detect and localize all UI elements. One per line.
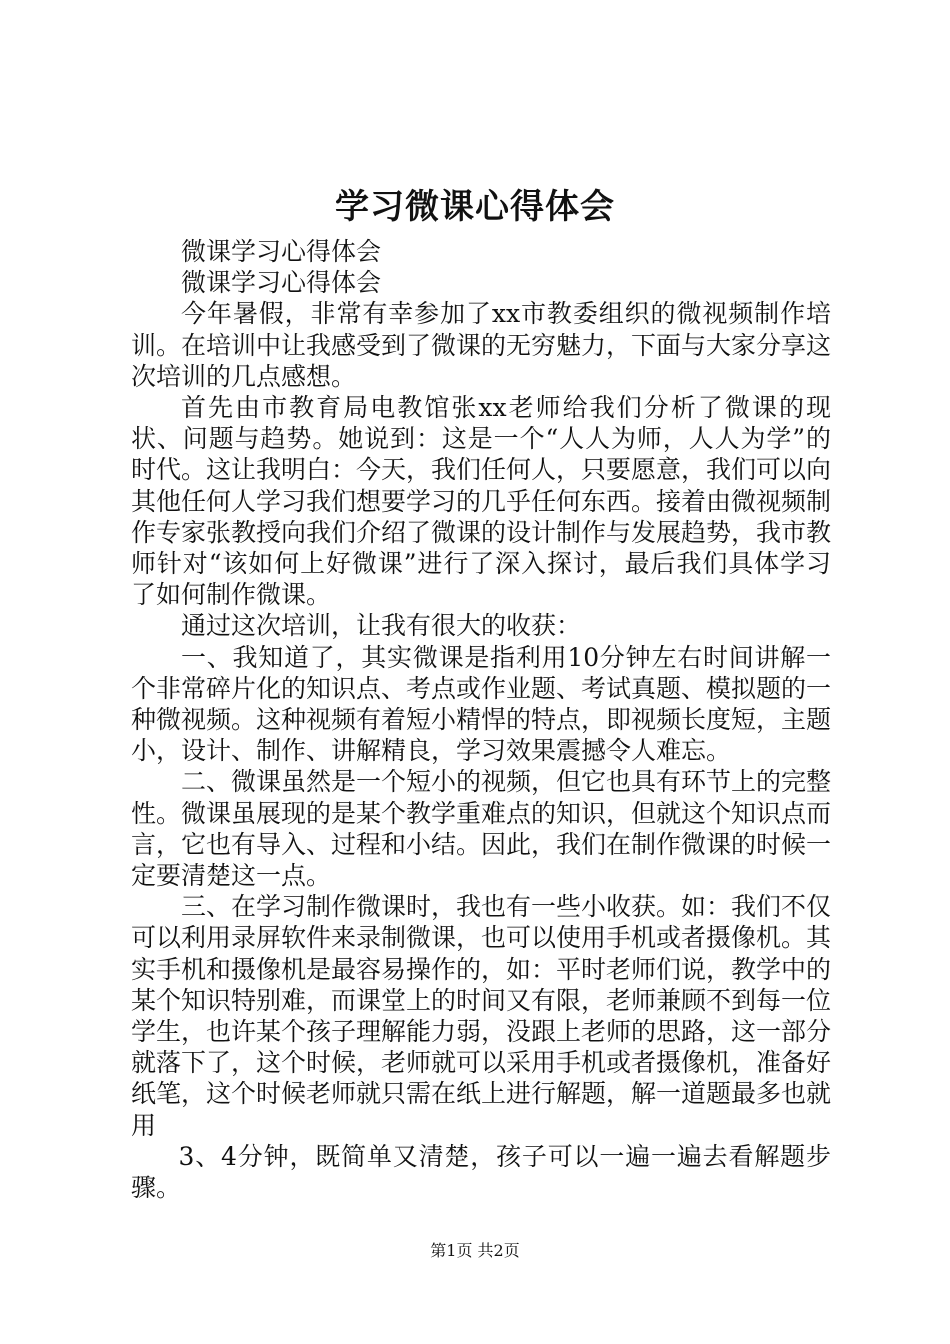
document-title: 学习微课心得体会 xyxy=(335,187,615,227)
paragraph-point-3: 三、在学习制作微课时，我也有一些小收获。如：我们不仅可以利用录屏软件来录制微课，也可以使用手机或者摄像机。其实手机和摄像机是最容易操作的，如：平时老师们说，教学中的某个知识特别难，而课堂上的时间又有限，老师兼顾不到每一位学生，也许某个孩子理解能力弱，没跟上老师的思路，这一部分就落下了，这个时候，老师就可以采用手机或者摄像机，准备好纸笔，这个时候老师就只需在纸上进行解题，解一道题最多也就用 xyxy=(131,892,832,1140)
paragraph-intro: 今年暑假，非常有幸参加了xx市教委组织的微视频制作培训。在培训中让我感受到了微课的无穷魅力，下面与大家分享这次培训的几点感想。 xyxy=(131,299,832,391)
paragraph-point-2: 二、微课虽然是一个短小的视频，但它也具有环节上的完整性。微课虽展现的是某个教学重难点的知识，但就这个知识点而言，它也有导入、过程和小结。因此，我们在制作微课的时候一定要清楚这一点。 xyxy=(131,767,832,891)
paragraph-continuation: 3、4分钟，既简单又清楚，孩子可以一遍一遍去看解题步骤。 xyxy=(131,1141,831,1203)
paragraph-subtitle-1: 微课学习心得体会 xyxy=(181,237,382,266)
document-body xyxy=(131,236,831,1203)
paragraph-subtitle-2: 微课学习心得体会 xyxy=(181,268,382,298)
paragraph-point-1: 一、我知道了，其实微课是指利用10分钟左右时间讲解一个非常碎片化的知识点、考点或作业题、考试真题、模拟题的一种微视频。这种视频有着短小精悍的特点，即视频长度短，主题小，设计、制作、讲解精良，学习效果震撼令人难忘。 xyxy=(131,642,832,766)
paragraph-gains: 通过这次培训，让我有很大的收获： xyxy=(181,611,582,641)
paragraph-first: 首先由市教育局电教馆张xx老师给我们分析了微课的现状、问题与趋势。她说到：这是一个“人人为师，人人为学”的时代。这让我明白：今天，我们任何人，只要愿意，我们可以向其他任何人学习我们想要学习的几乎任何东西。接着由微视频制作专家张教授向我们介绍了微课的设计制作与发展趋势，我市教师针对“该如何上好微课”进行了深入探讨，最后我们具体学习了如何制作微课。 xyxy=(131,393,832,610)
page-number-footer: 第1页 共2页 xyxy=(430,1241,520,1260)
